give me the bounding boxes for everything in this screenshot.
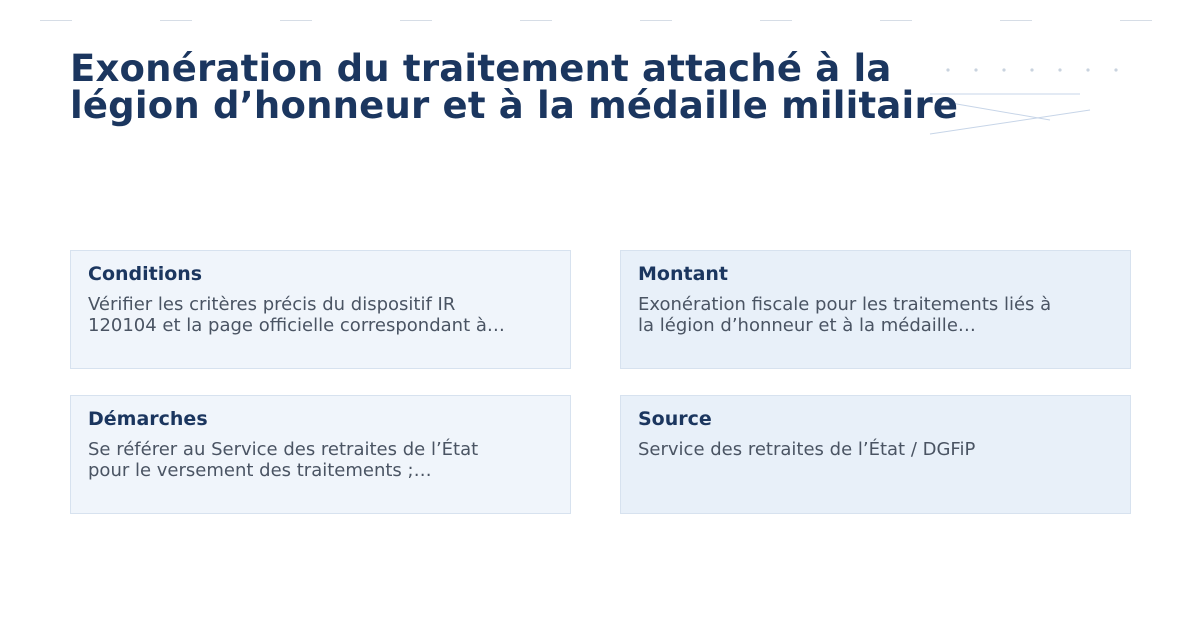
card-text-line: Exonération fiscale pour les traitements liés à xyxy=(638,294,1052,315)
page-title-line1: Exonération du traitement attaché à la xyxy=(70,47,892,90)
card-title-montant: Montant xyxy=(638,263,728,285)
card-text-source xyxy=(638,439,1113,460)
card-text-montant xyxy=(638,294,1113,336)
conditions-card xyxy=(70,250,571,369)
page-title xyxy=(70,47,1070,127)
card-text-line: 120104 et la page officielle correspondant à… xyxy=(88,315,505,336)
card-title-conditions: Conditions xyxy=(88,263,203,285)
page-title-line2: légion d’honneur et à la médaille militaire xyxy=(70,84,959,127)
card-text-line: Vérifier les critères précis du dispositif IR xyxy=(88,294,456,315)
card-text-line: Service des retraites de l’État / DGFiP xyxy=(638,439,976,460)
card-text-demarches xyxy=(88,439,553,481)
source-card xyxy=(620,395,1131,514)
card-title-source: Source xyxy=(638,408,712,430)
demarches-card xyxy=(70,395,571,514)
card-title-demarches: Démarches xyxy=(88,408,208,430)
card-text-conditions xyxy=(88,294,553,336)
top-dashed-decoration xyxy=(40,20,1160,22)
card-text-line: pour le versement des traitements ;… xyxy=(88,460,432,481)
card-text-line: Se référer au Service des retraites de l’État xyxy=(88,439,479,460)
card-text-line: la légion d’honneur et à la médaille… xyxy=(638,315,976,336)
montant-card xyxy=(620,250,1131,369)
